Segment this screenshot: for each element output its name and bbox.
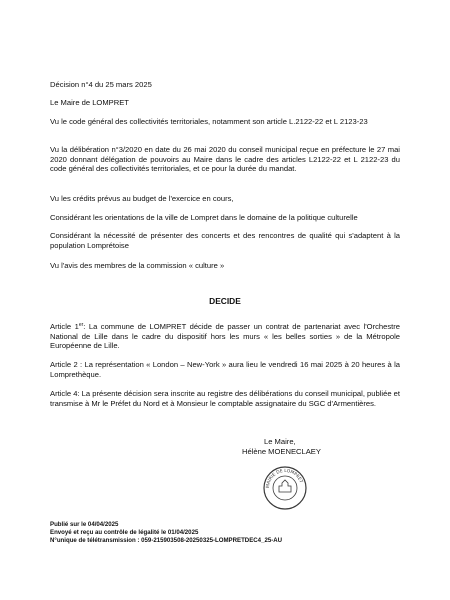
article-1-sup: er: [78, 322, 84, 328]
signature-name: Hélène MOENECLAEY: [242, 447, 321, 456]
footer-published: Publié sur le 04/04/2025: [50, 521, 119, 528]
consideration-3: Vu les crédits prévus au budget de l'exercice en cours,: [50, 194, 234, 203]
seal-text: MAIRIE DE LOMPRET: [265, 468, 304, 489]
consideration-5: Considérant la nécessité de présenter des concerts et des rencontres de qualité qui s'adaptent à la population Lomprétoise: [50, 231, 400, 250]
article-1-text: : La commune de LOMPRET décide de passer un contrat de partenariat avec l'Orchestre National de Lille dans le cadre du dispositif hors les murs « les belles sorties » de la Métropole Européenne de Lille.: [50, 322, 400, 351]
article-1-label: Article 1: [50, 322, 79, 331]
consideration-2: Vu la délibération n°3/2020 en date du 26 mai 2020 du conseil municipal reçue en préfecture le 27 mai 2020 donnant délégation de pouvoirs au Maire dans le cadre des articles L2122-22 et L 2122-23 du code général des collectivités territoriales, et ce pour la durée du mandat.: [50, 145, 400, 174]
consideration-1: Vu le code général des collectivités territoriales, notamment son article L.2122-22 et L 2123-23: [50, 117, 368, 126]
article-1: [50, 321, 400, 351]
decide-title: DECIDE: [209, 296, 241, 306]
mairie-seal: [262, 465, 308, 511]
footer-transmission-id: N°unique de télétransmission : 059-215903508-20250325-LOMPRETDEC4_25-AU: [50, 537, 283, 544]
article-2: Article 2 : La représentation « London – New-York » aura lieu le vendredi 16 mai 2025 à 20 heures à la Lomprethèque.: [50, 360, 400, 379]
footer-sent: Envoyé et reçu au contrôle de légalité le 01/04/2025: [50, 529, 199, 536]
issuer: Le Maire de LOMPRET: [50, 98, 129, 107]
decision-header: Décision n°4 du 25 mars 2025: [50, 80, 152, 89]
signature-role: Le Maire,: [264, 437, 296, 446]
consideration-6: Vu l'avis des membres de la commission « culture »: [50, 261, 225, 270]
consideration-4: Considérant les orientations de la ville de Lompret dans le domaine de la politique culturelle: [50, 213, 358, 222]
article-4: Article 4: La présente décision sera inscrite au registre des délibérations du conseil municipal, publiée et transmise à Mr le Préfet du Nord et à Monsieur le comptable assignataire du SGC d'Armentières.: [50, 389, 400, 408]
